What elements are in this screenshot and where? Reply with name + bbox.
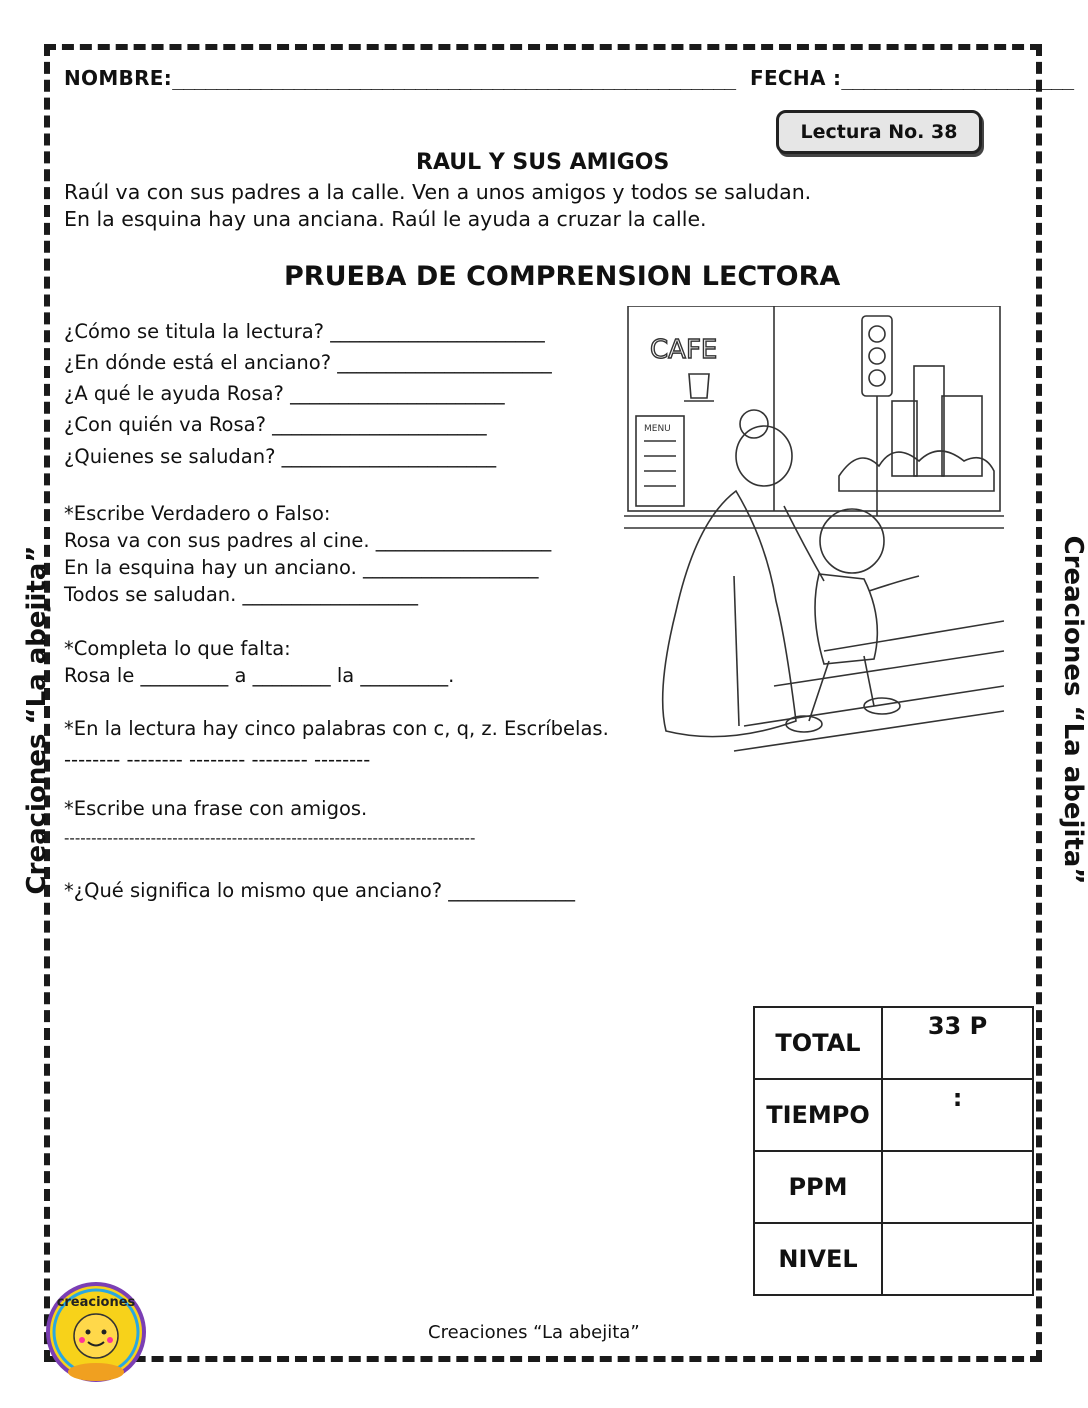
logo-text: creaciones	[56, 1295, 136, 1310]
story-title: RAUL Y SUS AMIGOS	[416, 150, 670, 175]
question-2[interactable]: ¿En dónde está el anciano? ______________________	[64, 351, 552, 374]
score-value-total[interactable]: 33 P	[882, 1007, 1033, 1079]
frase-heading: *Escribe una frase con amigos.	[64, 797, 368, 820]
anciano-question[interactable]: *¿Qué significa lo mismo que anciano? _____________	[64, 879, 576, 902]
score-label-nivel: NIVEL	[754, 1223, 882, 1295]
nombre-line: ___________________________________________________	[172, 66, 736, 90]
score-label-tiempo: TIEMPO	[754, 1079, 882, 1151]
lectura-badge: Lectura No. 38	[776, 110, 982, 154]
score-label-ppm: PPM	[754, 1151, 882, 1223]
score-label-total: TOTAL	[754, 1007, 882, 1079]
vf-item-1[interactable]: Rosa va con sus padres al cine. __________________	[64, 529, 552, 552]
nombre-field[interactable]	[64, 66, 735, 90]
story-text: Raúl va con sus padres a la calle. Ven a unos amigos y todos se saludan. En la esquina hay una anciana. Raúl le ayuda a cruzar la calle.	[64, 180, 812, 231]
score-row-tiempo	[754, 1079, 1033, 1151]
grandmother-boy-illustration	[624, 306, 1004, 771]
side-text-left: Creaciones “La abejita”	[22, 545, 52, 895]
fecha-label: FECHA :	[750, 66, 842, 90]
vf-item-3[interactable]: Todos se saludan. __________________	[64, 583, 419, 606]
score-value-nivel[interactable]	[882, 1223, 1033, 1295]
question-5[interactable]: ¿Quienes se saludan? ______________________	[64, 445, 497, 468]
fecha-line: _____________________	[841, 66, 1074, 90]
vf-heading: *Escribe Verdadero o Falso:	[64, 502, 331, 525]
complete-heading: *Completa lo que falta:	[64, 637, 291, 660]
score-table	[753, 1006, 1034, 1296]
score-row-total	[754, 1007, 1033, 1079]
menu-sign: MENU	[644, 424, 671, 434]
score-value-ppm[interactable]	[882, 1151, 1033, 1223]
question-4[interactable]: ¿Con quién va Rosa? ______________________	[64, 413, 487, 436]
score-value-tiempo[interactable]: :	[882, 1079, 1033, 1151]
czq-line[interactable]: -------- -------- -------- -------- --------	[64, 748, 371, 771]
footer-text: Creaciones “La abejita”	[428, 1322, 640, 1343]
question-3[interactable]: ¿A qué le ayuda Rosa? ______________________	[64, 382, 505, 405]
vf-item-2[interactable]: En la esquina hay un anciano. __________________	[64, 556, 539, 579]
score-row-nivel	[754, 1223, 1033, 1295]
czq-heading: *En la lectura hay cinco palabras con c, q, z. Escríbelas.	[64, 717, 609, 740]
nombre-label: NOMBRE:	[64, 66, 173, 90]
test-title: PRUEBA DE COMPRENSION LECTORA	[284, 261, 841, 292]
cafe-sign: CAFE	[650, 335, 718, 365]
fecha-field[interactable]	[750, 66, 1073, 90]
bee-logo	[44, 1280, 148, 1384]
score-row-ppm	[754, 1151, 1033, 1223]
complete-line[interactable]: Rosa le _________ a ________ la _________.	[64, 664, 455, 687]
question-1[interactable]: ¿Cómo se titula la lectura? ______________________	[64, 320, 545, 343]
side-text-right: Creaciones “La abejita”	[1058, 535, 1088, 885]
frase-line[interactable]: ----------------------------------------------------------------------------	[64, 829, 476, 847]
